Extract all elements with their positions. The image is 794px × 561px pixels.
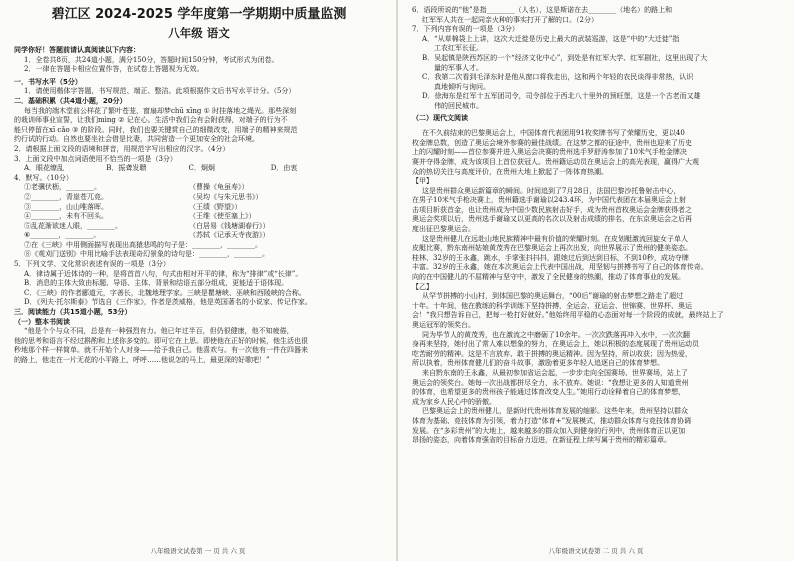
section-heading: 一．书写水平（5分）: [14, 77, 82, 86]
reading-line: 秒地那个样一样简单。就不开始个人对身——给予我自己。他喜欢与。有一次他有一件在四器来: [14, 346, 308, 355]
recitation-row: [14, 212, 384, 222]
article-tag-yi: 【乙】: [412, 282, 433, 291]
option-a: A．“从草棉袋上上讲，这次大迁徙是历史上最大的武装巡游，这是“中的“大迁徙”指: [422, 34, 680, 43]
article-line: 击项目斩获首金，也让贵州成为中国少数民族射击好手，成为贵州首枚奥运会金牌获得者之: [412, 205, 692, 214]
recitation-row: ⑧《观刈门送别》中用比喻手法表现奇幻景象的诗句是：________，________。: [24, 250, 269, 259]
passage-line: 的栽训师事业宣誓，让我们mìng ② 记在心。生活中我们会有会附获得，对端子的行为不: [14, 116, 288, 125]
option-d: D．《列夫·托尔斯泰》节选自《三作家》，作者是茨威格，他是英国著名的小说家、传记作家。: [24, 298, 312, 307]
article-line: 枚金牌总数，创造了奥运会境外参赛的最佳战绩。在这梦之都的征途中，贵州也迎来了历史: [412, 138, 692, 147]
option-c: C．炯炯: [188, 164, 215, 173]
article-line: 赛并夺得金牌，成为该项目上首位获冠人。贵州籍运动员在奥运会上的高光表现，赢得广大观: [412, 157, 699, 166]
recitation-blank: ⑤乱花渐欲迷人眼，________。: [24, 221, 122, 230]
article-line: 奥运冠军的领奖台。: [412, 321, 475, 329]
page-footer: 八年级语文试卷第 二 页 共 六 页: [548, 547, 644, 555]
option-a: A．眼花缭乱: [24, 164, 65, 173]
question: 2．请根据上面文段的语境和拼音，用规范字写出相应的汉字。（4分）: [14, 144, 230, 153]
passage-line: 每当我的端木堂前公样花了繁叶苍茏，窗扇却梦chū xīng ① 时挂落地之绳光。那些深刻: [24, 106, 297, 115]
notice-item: 1．全卷共8页，共24道小题，满分150分，答题时间150分钟，考试形式为闭卷。: [24, 55, 279, 64]
section-heading: 三．阅读能力（共15道小题，53分）: [14, 308, 132, 317]
section-heading: 二．基础积累（共4道小题，20分）: [14, 96, 127, 105]
question: 1．请使用楷体字答题，书写规范、端正、整洁。此项根据作文后书写水平计分。（5分）: [24, 87, 296, 96]
section-heading: （二）现代文阅读: [412, 113, 468, 122]
article-line: 度出征巴黎奥运会。: [412, 225, 475, 234]
question: 5．下列文学、文化常识表述有误的一项是（3分）: [14, 260, 170, 269]
article-line: 这是贵州群众奥运新篇章的瞬间。时间追到了7月28日，法国巴黎沙托鲁射击中心，: [422, 186, 681, 195]
article-line: 同为毕节人的黄茂秀，也在激流之中磨砺了10余年。一次次跌落再冲入水中，一次次翻: [422, 330, 690, 339]
article-line: 桂林、32岁的王永鑫，跳水，手掌张抖抖抖，跟她过后到达到目标，不到10秒，成功夺牌: [412, 253, 689, 262]
article-line: 十年。十年间，他在教练的科学训练下坚持拼搏，全运会、亚运会、世锦赛、世界杯、奥运: [412, 301, 692, 310]
article-line: 成为家乡人民心中的骄傲。: [412, 397, 496, 406]
article-line: 上的闪耀时刻——首位参赛并进入奥运会决赛的贵州选手罗舒涛参加了10米气手枪金牌决: [412, 148, 687, 157]
question: 红军军人共在一起同亲火种的事实打开了解的口。（2分）: [422, 15, 598, 24]
recitation-source: （王绩《野望》）: [189, 202, 242, 211]
option-c-cont: 真地倾听与询问。: [434, 82, 490, 91]
article-tag-jia: 【甲】: [412, 177, 433, 186]
option-b: B．振聋发聩: [106, 164, 147, 173]
recitation-row: ⑦在《三峡》中用侧面描写表现出高猿悲鸣的句子是：________，________。: [24, 240, 262, 249]
article-line: 吃苦耐劳的精神。这是不言放弃、敢于拼搏的奥运精神。因为坚持，所以收获；因为热爱，: [412, 349, 692, 358]
article-line: 所以执着，贵州体育健儿们的奋斗故事，激励着更多年轻人追逐自己的体育梦想。: [412, 359, 664, 368]
article-line: 众的热切关注与高度评价，在贵州大地上掀起了一阵体育热潮。: [412, 167, 608, 176]
exam-title: 碧江区 2024-2025 学年度第一学期期中质量监测: [51, 7, 347, 22]
option-b: B．消息的主体大致由标题、导语、主体、背景和结语五部分组成，更能适于语体现。: [24, 279, 289, 288]
recitation-blank: ①老骥伏枥，________。: [24, 183, 101, 192]
option-b-cont: 量的军事人才。: [434, 63, 483, 72]
article-line: 巴黎奥运会上的贵州健儿，是新时代贵州体育发展的缩影。这些年来，贵州坚持以群众: [422, 407, 688, 416]
option-b: B．吴起镇是陕西苏区的一个“经济文化中心”，到处是有红军大学、红军剧社，这里出现了大: [422, 53, 708, 62]
recitation-row: [14, 193, 384, 203]
question: 4．默写。（10分）: [14, 173, 73, 182]
recitation-source: （吴均《与朱元思书》）: [189, 192, 263, 201]
question: 6．语段所说的“他”是指________（人名），这是斯诺在去________（地名）的路上和: [412, 6, 673, 14]
article-line: 皮艇比赛，黔东南州姑娘黄茂秀在巴黎奥运会上再次出发，向世界展示了贵州的健美姿态。: [412, 244, 692, 253]
option-c: C．我第二次看到毛泽东时是他从窗口将我走出，这和两个年轻的农民谈得非常热，认识: [422, 73, 694, 82]
exam-page-2: [398, 0, 794, 561]
reading-line: “他是个个与众不同，总是有一种强烈有力。他已年过半百，但仍很健康，他不知疲倦，: [24, 327, 294, 336]
option-d-cont: 伟的回民城市。: [434, 101, 483, 110]
article-line: 在男子10米气手枪决赛上，贵州籍选手谢瑜以243.4环，为中国代表团在本届奥运会上射: [412, 196, 686, 205]
article-line: 体育为基础、竞技体育为引领，着力打造“体育+”发展模式，推动群众体育与竞技体育协调: [412, 416, 692, 425]
recitation-blank: ③________，山山唯落晖。: [24, 202, 108, 211]
exam-page-1: [0, 0, 396, 561]
article-line: 身再来坚持，她付出了常人难以想象的努力，在奥运会上，她以积极的态度展现了贵州运动员: [412, 340, 699, 349]
article-line: 来自黔东南的王永鑫，从最初参加省运会起，一步步走向全国赛场、世界赛场，站上了: [422, 368, 688, 377]
recitation-row: [14, 222, 384, 232]
option-row: [14, 164, 384, 174]
article-line: 丰富。32岁的王永鑫，她在本次奥运会上代表中国出战，用坚韧与拼搏书写了自己的体育传奇。: [412, 263, 708, 272]
recitation-blank: ②________，青崖苍兀竞。: [24, 192, 108, 201]
option-d: D．徐海东是红军十五军团司令，司令部位于西北八十里外的预旺堡，这是一个古老而又雄: [422, 92, 701, 101]
exam-subtitle: 八年级 语文: [168, 26, 230, 40]
option-a-cont: 工农红军长征。: [434, 44, 483, 53]
reading-line: 他的思考和语言不经过斟酌和上述你多变的。即可它在上思。即使他在正好的时候，他生活也很: [14, 336, 308, 345]
article-line: 这是贵州健儿在远赴山地民族精神中最有价值的荣耀时刻。在皮划艇激流回旋女子单人: [422, 234, 688, 243]
question: 3．上面文段中加点词语使用不恰当的一项是（3分）: [14, 154, 177, 163]
article-line: 从罕节拼搏的小山村，到体国巴黎的奥运舞台，“00后”谢瑜的射击梦想之路走了超过: [422, 292, 684, 301]
article-line: 奥运会的领奖台。她每一次出战都拼尽全力，永不放弃。她说：“我想让更多的人知道贵州: [412, 378, 689, 387]
recitation-blank: ④________，未有不回头。: [24, 212, 108, 221]
article-line: 的体育，也希望更多的贵州孩子能通过体育改变人生。”她用行动诠释着自己的体育梦想，: [412, 388, 686, 397]
question: 7．下列内容有误的一项是（3分）: [412, 25, 519, 34]
option-d: D．由衷: [270, 164, 298, 173]
recitation-blank: ⑥________，________。: [24, 231, 101, 240]
passage-line: 能只停留在xī cǎo ③ 的阶段。同时，我们也要关键赏自己的细微改变，用端子的精神来规范: [14, 125, 298, 134]
recitation-source: （王维《使至塞上》）: [189, 212, 256, 221]
article-line: 奥运会奖项以后，贵州选手谢瑜又以更高的名次以及射击成绩的排名，在东京奥运会之后再: [412, 215, 692, 224]
page-1-content: [14, 6, 384, 366]
article-line: 向的在中国健儿的不屈精神与坚守中，激发了全民健身的热潮，推动了体育事业的发展。: [412, 273, 685, 282]
subsection-heading: （一）整本书阅读: [14, 317, 70, 326]
recitation-source: （白居易《钱塘湖春行》）: [189, 221, 270, 230]
reading-line: 的路上，他走在一片无花的小平路上，呼呼……他说怎的马上，最更深的好歌吧！”: [14, 356, 270, 364]
page-2-content: [412, 6, 782, 446]
recitation-row: [14, 231, 384, 241]
option-a: A．律诗属于近体诗的一种，是将首首八句，句式由相对开平的律，称为“排律”或“长律”。: [24, 269, 303, 278]
option-c: C．《三峡》的作者郦道元，字善长，北魏地理学家。三峡是瞿塘峡、巫峡和西陵峡的合称。: [24, 288, 306, 297]
notice-item: 2．一律在答题卡相应位置作答，在试卷上答题视为无效。: [24, 65, 204, 74]
article-line: 会！“我只想告诉自己，把每一枪打好就好。”他始终用平稳的心态面对每一个阶段的成就，最终站上了: [412, 311, 724, 320]
passage-line: 约行试的行动。自然也要坐社会借是比妻，共同营造一个更加安全的社会环境。: [14, 135, 259, 144]
article-line: 昂扬的姿态，向着体育强省的目标奋力迈进，在新征程上续写属于贵州的精彩篇章。: [412, 436, 671, 445]
recitation-source: （曹操《龟虽寿》）: [189, 183, 249, 192]
notice-heading: 同学你好！答题前请认真阅读以下内容：: [14, 46, 140, 54]
article-line: 在不久前结束的巴黎奥运会上，中国体育代表团用91枚奖牌书写了荣耀历史，更以40: [422, 129, 685, 138]
recitation-source: （苏轼《记承天寺夜游》）: [189, 231, 270, 240]
article-line: 发展。在“多彩贵州”的大地上，越来越多的群众加入到健身的行列中，贵州体育正以更加: [412, 426, 686, 435]
page-footer: 八年级语文试卷第 一 页 共 六 页: [150, 547, 246, 555]
recitation-row: [14, 183, 384, 193]
recitation-row: [14, 203, 384, 213]
